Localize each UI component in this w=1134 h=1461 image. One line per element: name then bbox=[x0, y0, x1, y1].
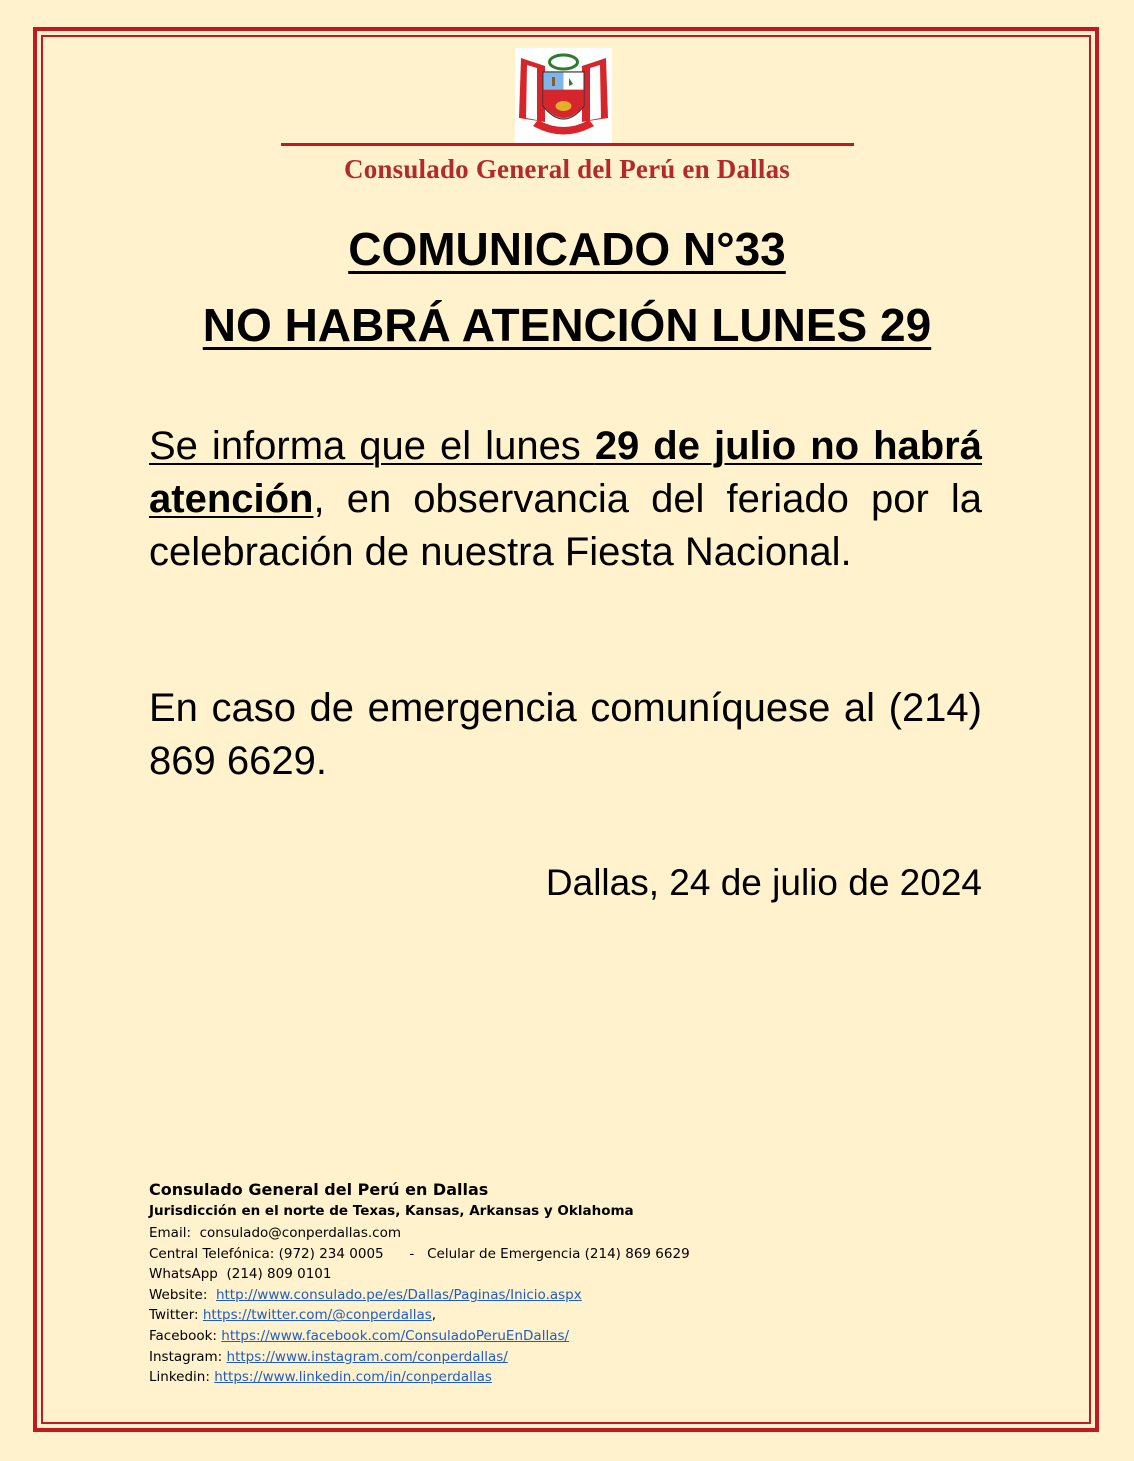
footer-website-line bbox=[149, 1285, 690, 1306]
instagram-link[interactable]: https://www.instagram.com/conperdallas/ bbox=[226, 1348, 508, 1365]
headline-communique-number bbox=[0, 222, 1134, 276]
instagram-label: Instagram: bbox=[149, 1348, 227, 1365]
twitter-link[interactable]: https://twitter.com/@conperdallas bbox=[202, 1307, 432, 1324]
linkedin-link[interactable]: https://www.linkedin.com/in/conperdallas bbox=[214, 1369, 492, 1386]
footer-instagram-line bbox=[149, 1347, 690, 1368]
footer-jurisdiction: Jurisdicción en el norte de Texas, Kansas, Arkansas y Oklahoma bbox=[149, 1203, 634, 1219]
website-link[interactable]: http://www.consulado.pe/es/Dallas/Paginas/Inicio.aspx bbox=[215, 1286, 582, 1303]
website-label: Website: bbox=[149, 1286, 216, 1303]
notice-paragraph bbox=[149, 420, 982, 579]
email-label: Email: bbox=[149, 1225, 200, 1241]
footer-name: Consulado General del Perú en Dallas bbox=[149, 1180, 489, 1199]
linkedin-label: Linkedin: bbox=[149, 1369, 215, 1386]
twitter-label: Twitter: bbox=[149, 1307, 203, 1324]
footer-twitter-line bbox=[149, 1305, 690, 1326]
facebook-link[interactable]: https://www.facebook.com/ConsuladoPeruEnDallas/ bbox=[221, 1327, 570, 1344]
headline-line2-text: NO HABRÁ ATENCIÓN LUNES 29 bbox=[202, 299, 932, 351]
footer-linkedin-line bbox=[149, 1367, 690, 1388]
notice-intro: Se informa que el lunes bbox=[149, 424, 595, 468]
peru-coat-of-arms-icon bbox=[515, 48, 612, 143]
headline-line1-text: COMUNICADO N°33 bbox=[348, 223, 786, 275]
facebook-label: Facebook: bbox=[149, 1327, 222, 1344]
footer-email-line bbox=[149, 1223, 690, 1244]
twitter-suffix: , bbox=[431, 1307, 437, 1324]
consulate-header-title: Consulado General del Perú en Dallas bbox=[344, 154, 790, 184]
notice-rest: , en observancia del feriado por la celebración de nuestra Fiesta Nacional. bbox=[149, 477, 982, 574]
emergency-paragraph: En caso de emergencia comuníquese al (214) 869 6629. bbox=[149, 686, 982, 783]
dateline: Dallas, 24 de julio de 2024 bbox=[545, 862, 982, 903]
footer-contact-block bbox=[149, 1180, 690, 1388]
footer-facebook-line bbox=[149, 1326, 690, 1347]
header-divider bbox=[281, 143, 854, 146]
email-address: consulado@conperdallas.com bbox=[199, 1225, 401, 1241]
headline-no-service bbox=[0, 298, 1134, 352]
footer-phone-line: Central Telefónica: (972) 234 0005 - Celular de Emergencia (214) 869 6629 bbox=[149, 1245, 690, 1262]
notice-bold-date: 29 de julio no habrá atención bbox=[149, 424, 982, 521]
footer-whatsapp-line: WhatsApp (214) 809 0101 bbox=[149, 1266, 332, 1283]
